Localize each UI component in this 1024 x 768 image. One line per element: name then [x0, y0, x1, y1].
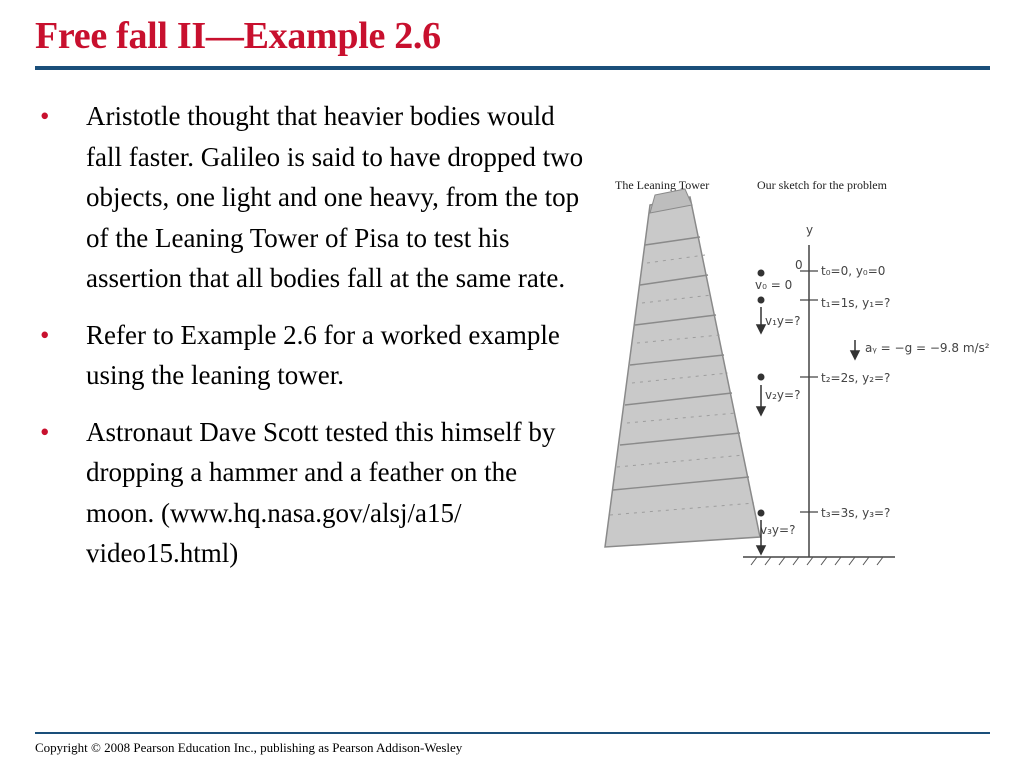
- bullet-list: [40, 96, 585, 590]
- bullet-dot-icon: •: [40, 319, 50, 350]
- bullet-item: [40, 315, 585, 396]
- arrow-down-icon: [757, 407, 765, 415]
- origin-label: 0: [795, 258, 803, 272]
- caption-sketch: Our sketch for the problem: [757, 178, 887, 192]
- v0-label: v₀ = 0: [755, 278, 793, 292]
- leaning-tower-icon: [605, 189, 760, 547]
- caption-leaning-tower: The Leaning Tower: [615, 178, 710, 192]
- copyright-footer: Copyright © 2008 Pearson Education Inc., publishing as Pearson Addison-Wesley: [35, 740, 463, 755]
- bullet-item: [40, 412, 585, 574]
- v3-label: v₃y=?: [760, 523, 796, 537]
- t3-label: t₃=3s, y₃=?: [821, 506, 891, 520]
- bullet-text: Refer to Example 2.6 for a worked example using the leaning tower.: [86, 319, 560, 390]
- figure-svg: [595, 175, 995, 575]
- t0-label: t₀=0, y₀=0: [821, 264, 886, 278]
- y-axis-label: y: [806, 223, 814, 237]
- bullet-dot-icon: •: [40, 416, 50, 447]
- acceleration-label: aᵧ = −g = −9.8 m/s²: [865, 341, 990, 355]
- ground-hatch: [751, 557, 883, 565]
- t2-label: t₂=2s, y₂=?: [821, 371, 891, 385]
- arrow-down-icon: [757, 325, 765, 333]
- bullet-dot-icon: •: [40, 101, 50, 131]
- free-fall-figure: [595, 175, 995, 575]
- acceleration-arrow-icon: [851, 351, 859, 359]
- sketch: [743, 223, 990, 565]
- bullet-text: Astronaut Dave Scott tested this himself by dropping a hammer and a feather on the moon. (www.hq.nasa.gov/alsj/a15/ video15.html): [86, 416, 556, 568]
- ball-t2-icon: [758, 374, 765, 381]
- footer-divider: [35, 732, 990, 734]
- ball-t3-icon: [758, 510, 765, 517]
- title-divider: [35, 66, 990, 70]
- slide-title: Free fall II—Example 2.6: [35, 15, 441, 57]
- v2-label: v₂y=?: [765, 388, 801, 402]
- bullet-item: [40, 96, 585, 299]
- ball-t0-icon: [758, 270, 765, 277]
- t1-label: t₁=1s, y₁=?: [821, 296, 891, 310]
- ball-t1-icon: [758, 297, 765, 304]
- bullet-text: Aristotle thought that heavier bodies would fall faster. Galileo is said to have dropped two objects, one light and one heavy, from the top of the Leaning Tower of Pisa to test his assertion that all bodies fall at the same rate.: [86, 101, 584, 293]
- v1-label: v₁y=?: [765, 314, 801, 328]
- arrow-down-icon: [757, 546, 765, 554]
